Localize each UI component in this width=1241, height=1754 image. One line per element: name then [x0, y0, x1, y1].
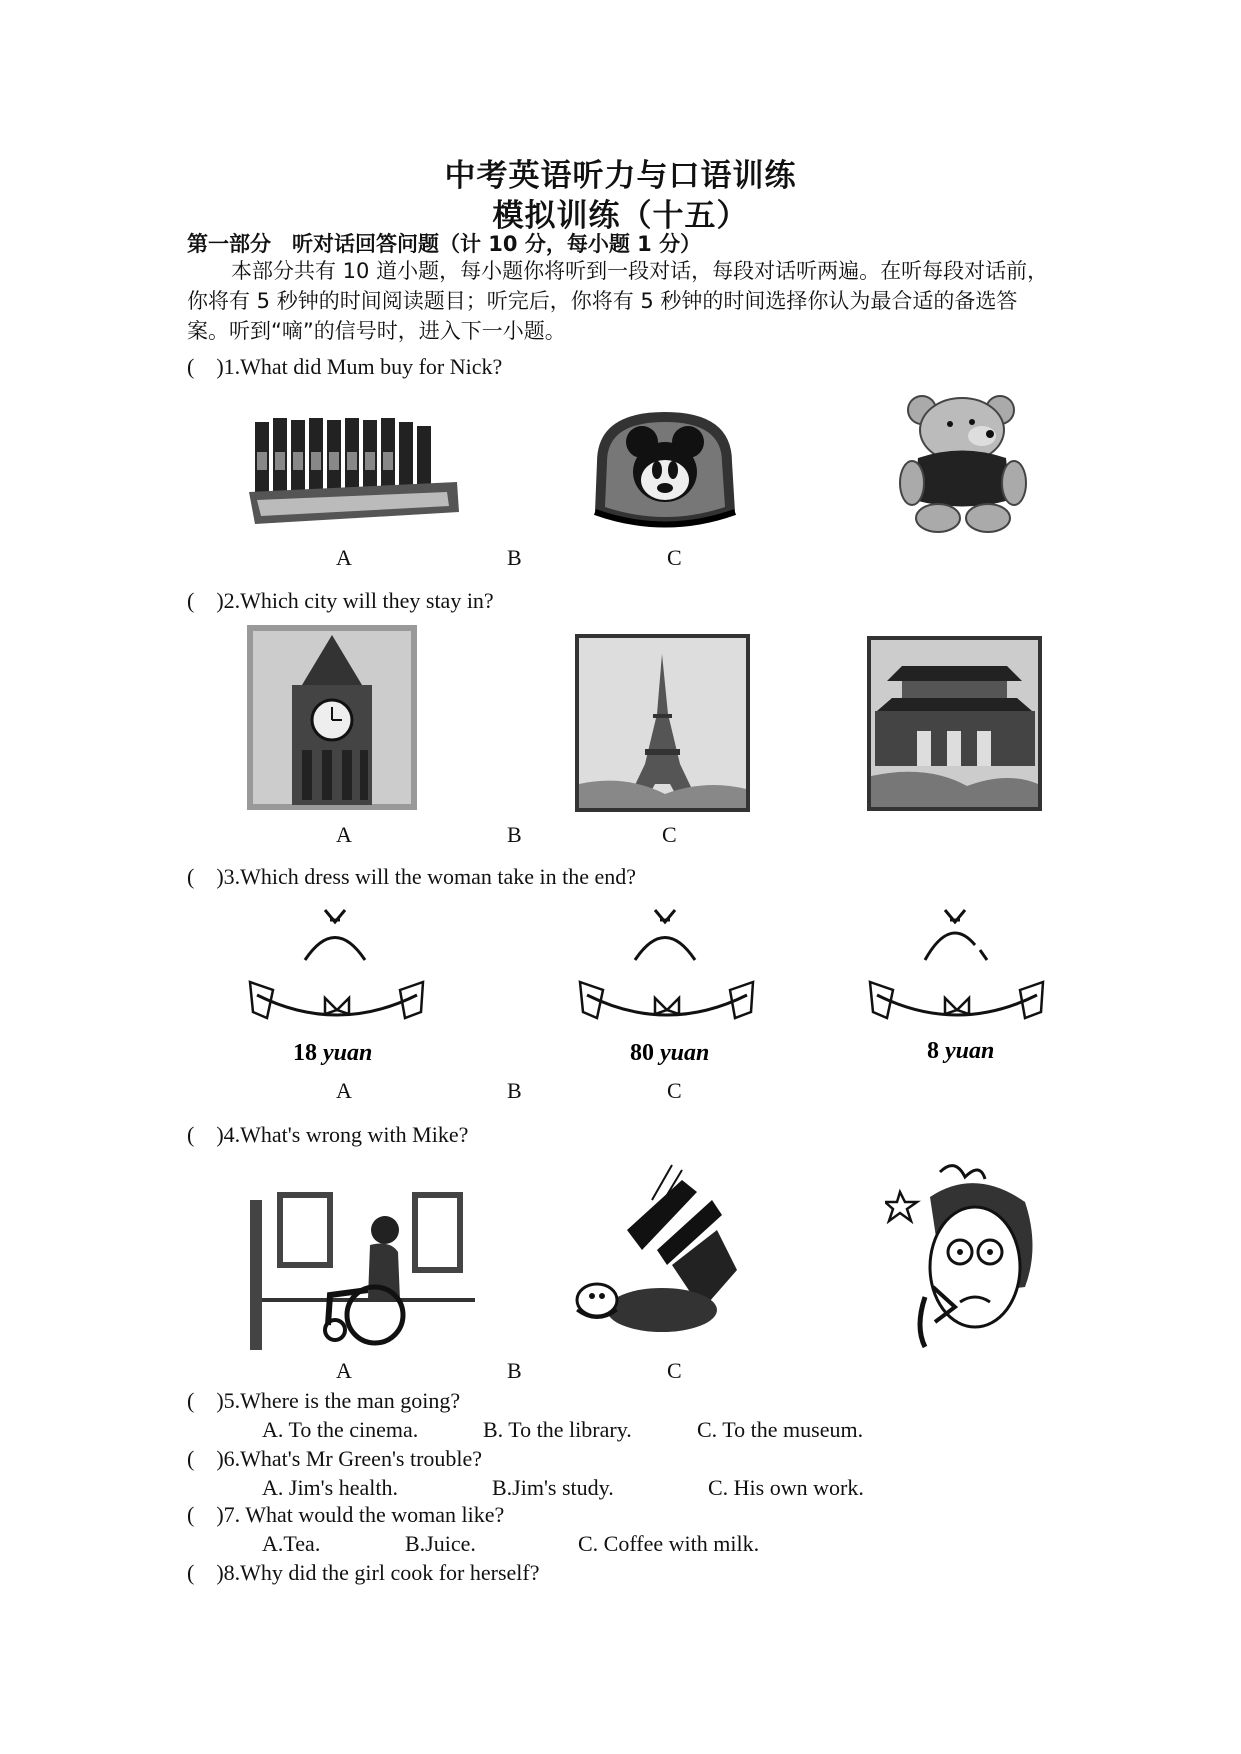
- option-label-c: C: [662, 822, 677, 847]
- option-label-b: B: [507, 1078, 522, 1103]
- option-b: B.Jim's study.: [492, 1475, 614, 1500]
- option-label-a: A: [336, 1078, 352, 1103]
- tiananmen-image[interactable]: [867, 636, 1042, 811]
- question-1: ( )1.What did Mum buy for Nick?: [187, 354, 503, 379]
- option-label-b: B: [507, 545, 522, 570]
- option-b: B.Juice.: [405, 1531, 476, 1556]
- option-a: A. To the cinema.: [262, 1417, 419, 1442]
- dress-c-image[interactable]: [865, 900, 1050, 1070]
- option-c: C. To the museum.: [697, 1417, 864, 1442]
- section-intro: 本部分共有 10 道小题，每小题你将听到一段对话，每段对话听两遍。在听每段对话前，你将有 5 秒钟的时间阅读题目；听完后，你将有 5 秒钟的时间选择你认为最合适的备选答案。听到“嘀”的信号时，进入下一小题。: [187, 259, 1049, 343]
- page-title: 中考英语听力与口语训练: [444, 158, 797, 194]
- option-label-c: C: [667, 1078, 682, 1103]
- bottles-image[interactable]: [247, 412, 462, 527]
- option-a: A. Jim's health.: [262, 1475, 398, 1500]
- dress-price: 8 yuan: [927, 1038, 995, 1064]
- teddy-bear-image[interactable]: [890, 388, 1040, 538]
- eiffel-tower-image[interactable]: [575, 634, 750, 812]
- option-c: C. Coffee with milk.: [578, 1531, 760, 1556]
- option-label-b: B: [507, 1358, 522, 1383]
- dress-a-image[interactable]: [245, 900, 430, 1070]
- big-ben-image[interactable]: [247, 625, 417, 810]
- fallen-boy-image[interactable]: [572, 1160, 742, 1350]
- option-label-c: C: [667, 1358, 682, 1383]
- page-subtitle: 模拟训练（十五）: [492, 198, 749, 234]
- question-2: ( )2.Which city will they stay in?: [187, 588, 494, 613]
- option-label-c: C: [667, 545, 682, 570]
- mickey-bag-image[interactable]: [587, 402, 742, 537]
- option-label-b: B: [507, 822, 522, 847]
- question-4: ( )4.What's wrong with Mike?: [187, 1122, 469, 1147]
- dress-b-image[interactable]: [575, 900, 760, 1070]
- question-3: ( )3.Which dress will the woman take in the end?: [187, 864, 637, 889]
- question-6: ( )6.What's Mr Green's trouble?: [187, 1446, 483, 1471]
- option-label-a: A: [336, 822, 352, 847]
- dress-price: 80 yuan: [630, 1040, 710, 1066]
- question-5: ( )5.Where is the man going?: [187, 1388, 461, 1413]
- dress-price: 18 yuan: [293, 1040, 373, 1066]
- question-8: ( )8.Why did the girl cook for herself?: [187, 1560, 540, 1585]
- question-7: ( )7. What would the woman like?: [187, 1502, 505, 1527]
- section-heading: 第一部分 听对话回答问题（计 10 分，每小题 1 分）: [187, 232, 702, 256]
- option-b: B. To the library.: [483, 1417, 632, 1442]
- wheelchair-image[interactable]: [250, 1190, 475, 1350]
- option-label-a: A: [336, 1358, 352, 1383]
- option-a: A.Tea.: [262, 1531, 321, 1556]
- headache-boy-image[interactable]: [885, 1157, 1045, 1352]
- option-label-a: A: [336, 545, 352, 570]
- option-c: C. His own work.: [708, 1475, 864, 1500]
